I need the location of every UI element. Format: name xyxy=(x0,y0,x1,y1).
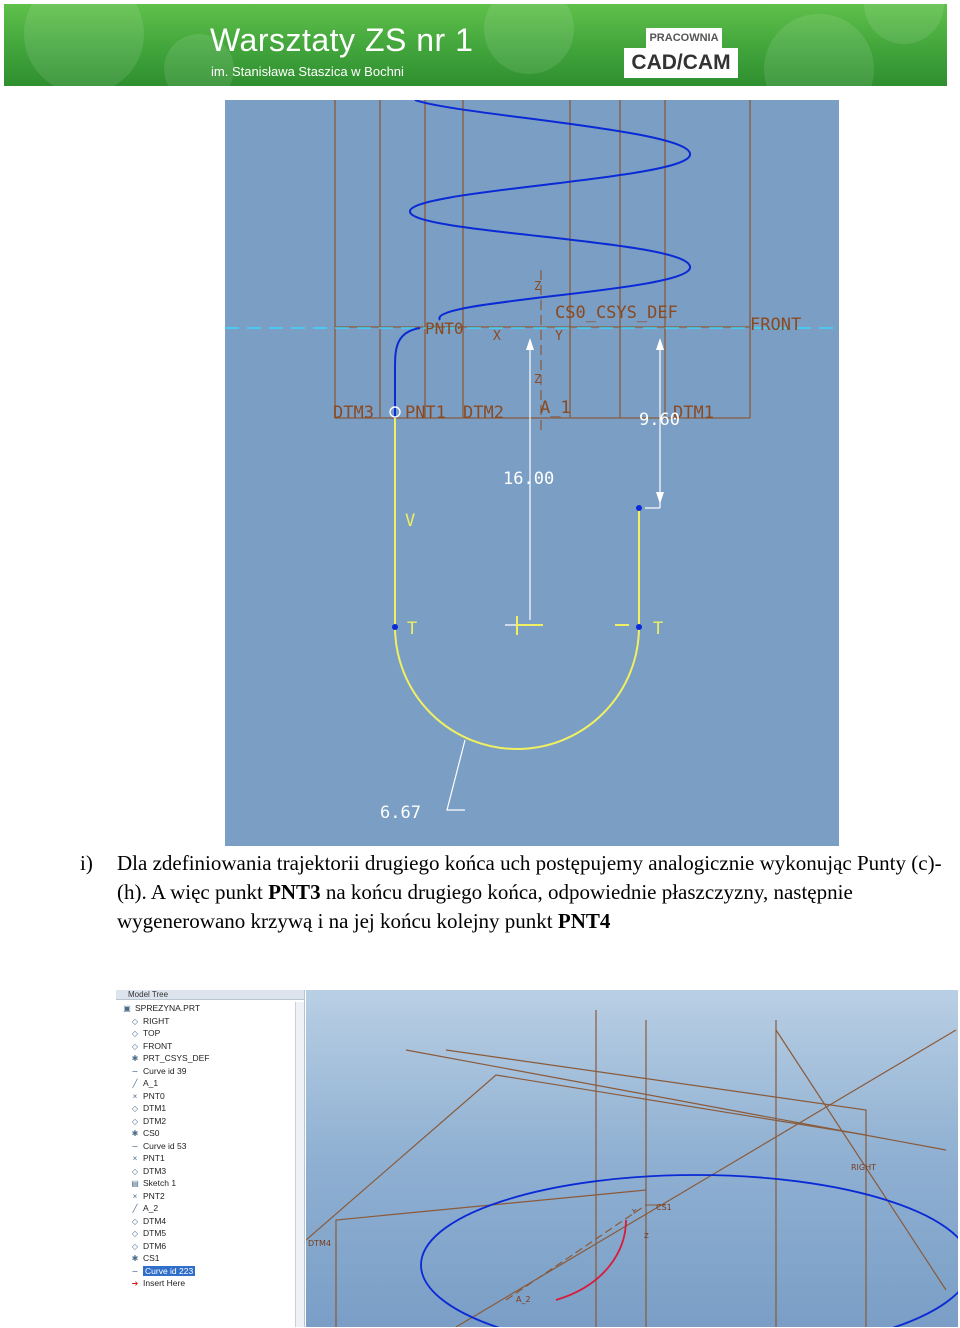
datum-point-icon: × xyxy=(132,1191,138,1201)
curve-icon: ∼ xyxy=(131,1141,139,1151)
logo-main-text: CAD/CAM xyxy=(624,48,738,78)
datum-plane-icon: ◇ xyxy=(131,1216,139,1226)
model-tree-item[interactable] xyxy=(122,1152,209,1165)
model-tree-item[interactable] xyxy=(122,1077,209,1090)
label-dtm3: DTM3 xyxy=(333,403,374,423)
model-tree-item[interactable] xyxy=(122,1002,209,1015)
datum-plane-icon: ◇ xyxy=(131,1229,139,1238)
model-screenshot xyxy=(116,990,958,1327)
model-tree-item-label: CS0 xyxy=(143,1128,160,1138)
model-tree-item[interactable] xyxy=(122,1140,209,1153)
label-dtm1: DTM1 xyxy=(673,403,714,423)
axis-icon: ╱ xyxy=(132,1079,138,1088)
model-tree-list xyxy=(122,1002,209,1290)
model-tree-item-label: RIGHT xyxy=(143,1015,170,1026)
dimension-9-60: 9.60 xyxy=(639,410,680,430)
header-banner xyxy=(4,4,947,86)
model-tree-item[interactable] xyxy=(122,1252,209,1265)
label-z-top: Z xyxy=(534,279,542,293)
model-tree-item[interactable] xyxy=(122,1127,209,1140)
model-tree-item-label: PNT1 xyxy=(143,1153,165,1163)
axis-a2-line xyxy=(506,1205,646,1300)
paragraph-body xyxy=(117,849,950,936)
label-x-axis: X xyxy=(493,329,501,344)
graphics-canvas xyxy=(306,990,958,1327)
label-z: Z xyxy=(644,1232,649,1240)
banner-title: Warsztaty ZS nr 1 xyxy=(210,22,474,58)
datum-plane-icon: ◇ xyxy=(131,1041,139,1051)
model-tree-item-label: FRONT xyxy=(143,1040,173,1051)
model-tree-item-label: Insert Here xyxy=(143,1278,186,1288)
list-number: i) xyxy=(80,851,93,875)
csys-icon: ✱ xyxy=(131,1054,139,1063)
paragraph-bold-pnt4: PNT4 xyxy=(557,909,611,933)
datum-plane-edge xyxy=(446,1050,866,1327)
datum-point-icon: × xyxy=(132,1091,138,1101)
model-tree-item-label: Sketch 1 xyxy=(143,1178,177,1188)
model-tree-item[interactable] xyxy=(122,1227,209,1240)
datum-plane-icon: ◇ xyxy=(131,1104,139,1113)
sketch-screenshot xyxy=(225,100,839,846)
model-tree-item-label: Curve id 53 xyxy=(143,1140,187,1151)
model-tree-item[interactable] xyxy=(122,1202,209,1215)
datum-plane-edge xyxy=(406,1050,946,1150)
label-cs1: CS1 xyxy=(656,1203,672,1212)
model-tree-item[interactable] xyxy=(122,1015,209,1028)
label-pnt0: PNT0 xyxy=(425,319,464,338)
model-tree-item-label: Curve id 223 xyxy=(145,1265,194,1276)
model-tree-item-label: DTM6 xyxy=(143,1240,167,1251)
label-z-mid: Z xyxy=(534,372,542,386)
model-tree-header: Model Tree xyxy=(116,990,304,1000)
sketch-point-right xyxy=(636,624,642,630)
model-tree-item-label: PNT0 xyxy=(143,1090,165,1101)
datum-plane-icon: ◇ xyxy=(131,1241,139,1251)
label-right: RIGHT xyxy=(851,1163,877,1172)
label-y: Y xyxy=(632,1208,637,1216)
datum-plane-edge xyxy=(776,1030,946,1290)
model-tree-item[interactable] xyxy=(122,1027,209,1040)
datum-plane-icon: ◇ xyxy=(131,1116,139,1126)
model-tree-item[interactable] xyxy=(122,1040,209,1053)
model-tree-item[interactable] xyxy=(122,1115,209,1128)
sketch-point-top xyxy=(636,505,642,511)
model-tree-item[interactable] xyxy=(122,1215,209,1228)
curve-icon: ∼ xyxy=(131,1066,139,1076)
model-tree-item-label: PNT2 xyxy=(143,1190,165,1201)
model-tree-item[interactable] xyxy=(122,1165,209,1178)
label-t-left: T xyxy=(407,619,418,639)
label-dtm4: DTM4 xyxy=(308,1239,332,1248)
model-tree-item[interactable] xyxy=(122,1265,209,1278)
sketch-profile xyxy=(395,418,639,749)
dimension-6-67: 6.67 xyxy=(380,803,421,823)
model-tree-scrollbar[interactable] xyxy=(295,1002,304,1327)
label-dtm2: DTM2 xyxy=(463,403,504,423)
model-tree-item-label: A_2 xyxy=(143,1203,159,1213)
model-tree-item[interactable] xyxy=(122,1277,209,1290)
model-tree-item[interactable] xyxy=(122,1177,209,1190)
banner-subtitle: im. Stanisława Staszica w Bochni xyxy=(211,64,404,79)
model-tree-item[interactable] xyxy=(122,1102,209,1115)
helix-base-curve xyxy=(421,1175,958,1327)
label-a1: A_1 xyxy=(540,398,571,418)
instruction-paragraph xyxy=(80,849,950,936)
csys-icon: ✱ xyxy=(131,1254,139,1263)
model-tree-item[interactable] xyxy=(122,1240,209,1253)
model-tree-item-label: DTM1 xyxy=(143,1103,167,1113)
part-icon: ▣ xyxy=(123,1004,131,1013)
model-tree-item-label: SPREZYNA.PRT xyxy=(135,1003,201,1013)
datum-plane-icon: ◇ xyxy=(131,1166,139,1176)
label-front: FRONT xyxy=(750,315,802,335)
sketch-point-left xyxy=(392,624,398,630)
curve-icon: ∼ xyxy=(131,1266,139,1276)
graphics-view-3d[interactable] xyxy=(306,990,958,1327)
insert-arrow-icon: ➔ xyxy=(131,1279,139,1288)
model-tree-item[interactable] xyxy=(122,1065,209,1078)
sketch-canvas xyxy=(225,100,839,846)
model-tree-item-label: TOP xyxy=(143,1028,161,1038)
model-tree-item-label: DTM3 xyxy=(143,1165,167,1176)
label-v: V xyxy=(405,511,416,531)
model-tree-item-label: Curve id 39 xyxy=(143,1065,187,1076)
datum-point-icon: × xyxy=(132,1154,138,1163)
paragraph-text-1: Dla zdefiniowania trajektorii drugiego końca uch postępujemy analogicznie wykonując Punty (c)-(h). A więc punkt xyxy=(117,851,942,904)
logo-top-text: PRACOWNIA xyxy=(646,28,722,48)
model-tree-item[interactable] xyxy=(122,1052,209,1065)
model-tree-item[interactable] xyxy=(122,1190,209,1203)
model-tree-item-label: CS1 xyxy=(143,1253,160,1263)
model-tree-item-label: DTM4 xyxy=(143,1215,167,1226)
label-csys: CS0_CSYS_DEF xyxy=(555,303,678,323)
dim-6-67-leader xyxy=(447,740,465,810)
helix-curve xyxy=(410,100,690,320)
datum-plane-icon: ◇ xyxy=(131,1029,139,1038)
datum-plane-icon: ◇ xyxy=(131,1016,139,1026)
sketch-icon: ▤ xyxy=(131,1179,139,1188)
label-t-right: T xyxy=(653,619,664,639)
label-pnt1: PNT1 xyxy=(405,403,446,423)
model-tree-item-label: DTM5 xyxy=(143,1228,167,1238)
model-tree-item[interactable] xyxy=(122,1090,209,1103)
model-tree-item-label: DTM2 xyxy=(143,1115,167,1126)
label-y-axis: Y xyxy=(555,329,563,344)
model-tree-item-label: PRT_CSYS_DEF xyxy=(143,1053,210,1063)
csys-icon: ✱ xyxy=(131,1129,139,1138)
axis-icon: ╱ xyxy=(132,1204,138,1213)
model-tree-item-label: A_1 xyxy=(143,1078,159,1088)
paragraph-bold-pnt3: PNT3 xyxy=(268,880,321,904)
paragraph-text-2: na końcu drugiego końca, odpowiednie płaszczyzny, następnie wygenerowano krzywą i na jej końcu kolejny punkt xyxy=(117,880,853,933)
model-tree-panel xyxy=(116,990,305,1327)
dimension-16-00: 16.00 xyxy=(503,469,555,489)
label-a2: A_2 xyxy=(516,1295,531,1304)
